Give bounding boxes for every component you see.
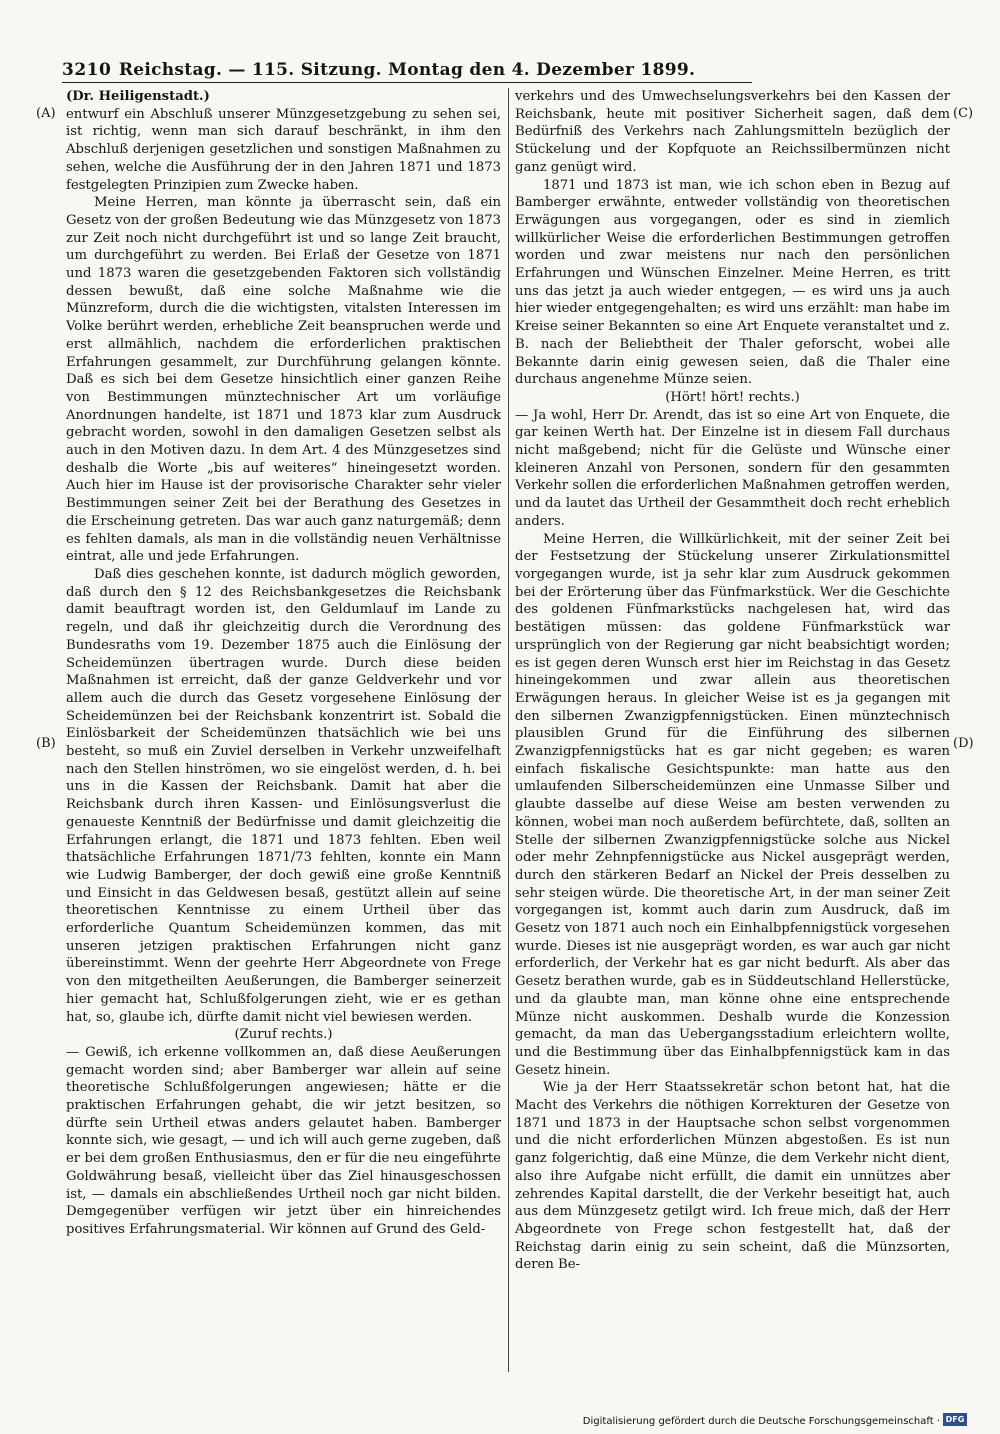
paragraph: Wie ja der Herr Staatssekretär schon betont hat, hat die Macht des Verkehrs die nöthigen Korrekturen der Gesetze von 1871 und 1873 in der Hauptsache schon selbst vorgenommen und die nicht erforderlichen Münzen abgestoßen. Es ist nun ganz folgerichtig, daß eine Münze, die dem Verkehr nicht dient, also ihre Aufgabe nicht erfüllt, die damit ein unnützes aber zehrendes Kapital darstellt, die der Verkehr beseitigt hat, auch aus dem Münzgesetz getilgt wird. Ich freue mich, daß der Herr Abgeordnete von Frege schon festgestellt hat, daß der Reichstag darin einig zu sein scheint, daß die Münzsorten, deren Be- bbox=[515, 1080, 950, 1273]
right-column bbox=[515, 88, 950, 1378]
margin-marker-d: (D) bbox=[953, 736, 974, 751]
paragraph: 1871 und 1873 ist man, wie ich schon eben in Bezug auf Bamberger erwähnte, entweder vollständig von theoretischen Erwägungen aus vorgegangen, oder es sind in ziemlich willkürlicher Weise die erforderlichen Bestimmungen getroffen worden und zwar meistens nur nach den persönlichen Erfahrungen und Wünschen Einzelner. Meine Herren, es tritt uns das jetzt ja auch wieder entgegen, — es wird uns ja auch hier wieder entgegengehalten; es wird uns erzählt: man habe im Kreise seiner Bekannten so eine Art Enquete veranstaltet und z. B. nach der Beliebtheit der Thaler geforscht, wobei alle Bekannte darin einig gewesen seien, daß die Thaler eine durchaus angenehme Münze seien. bbox=[515, 177, 950, 388]
interjection: (Hört! hört! rechts.) bbox=[665, 389, 800, 405]
paragraph: Meine Herren, man könnte ja überrascht sein, daß ein Gesetz von der großen Bedeutung wie das Münzgesetz von 1873 zur Zeit noch nicht durchgeführt ist und so lange Zeit braucht, um durchgeführt zu werden. Bei Erlaß der Gesetze von 1871 und 1873 waren die gesetzgebenden Faktoren sich vollständig dessen bewußt, daß eine solche Maßnahme wie die Münzreform, durch die die wichtigsten, vitalsten Interessen im Volke berührt werden, erhebliche Zeit beanspruchen werde und erst allmählich, nachdem die erforderlichen praktischen Erfahrungen gesammelt, zur Durchführung gelangen könnte. Daß es sich bei dem Gesetze hinsichtlich einer ganzen Reihe von Bestimmungen münztechnischer Art um vorläufige Anordnungen handelte, ist 1871 und 1873 klar zum Ausdruck gebracht worden, sowohl in den damaligen Gesetzen selbst als auch in den Motiven dazu. In dem Art. 4 des Münzgesetzes sind deshalb die Worte „bis auf weiteres“ hineingesetzt worden. Auch hier im Hause ist der provisorische Charakter sehr vieler Bestimmungen seiner Zeit bei der Berathung des Gesetzes in die Erscheinung getreten. Das war auch ganz naturgemäß; denn es fehlten damals, als man in die vollständig neuen Verhältnisse eintrat, alle und jede Erfahrungen. bbox=[66, 195, 501, 565]
margin-marker-c: (C) bbox=[953, 106, 974, 121]
page-header bbox=[62, 52, 752, 86]
margin-marker-a: (A) bbox=[36, 106, 56, 121]
paragraph: Daß dies geschehen konnte, ist dadurch möglich geworden, daß durch den § 12 des Reichsbankgesetzes die Reichsbank damit beauftragt worden ist, den Geldumlauf im Lande zu regeln, und daß ihr gleichzeitig durch die Verordnung des Bundesraths vom 19. Dezember 1875 auch die Einlösung der Scheidemünzen übertragen wurde. Durch diese beiden Maßnahmen ist erreicht, daß der ganze Geldverkehr und vor allem auch die durch das Gesetz vorgesehene Einlösung der Scheidemünzen bei der Reichsbank konzentrirt ist. Sobald die Einlösbarkeit der Scheidemünzen thatsächlich wie bei uns besteht, so muß ein Zuviel derselben in Verkehr unzweifelhaft nach den Stellen hinströmen, wo sie eingelöst werden, d. h. bei uns in die Kassen der Reichsbank. Damit hat aber die Reichsbank durch ihren Kassen- und Einlösungsverlust die genaueste Kenntniß der Bedürfnisse und damit gleichzeitig die Erfahrungen erlangt, die 1871 und 1873 fehlten. Eben weil thatsächliche Erfahrungen 1871/73 fehlten, konnte ein Mann wie Ludwig Bamberger, der doch gewiß eine große Kenntniß und Einsicht in das Geldwesen besaß, gestützt allein auf seine theoretischen Kenntnisse zu einem Urtheil über das erforderliche Quantum Scheidemünzen kommen, das mit unseren jetzigen praktischen Erfahrungen nicht ganz übereinstimmt. Wenn der geehrte Herr Abgeordnete von Frege von den mitgetheilten Aeußerungen, die Bamberger seinerzeit hier gemacht hat, Schlußfolgerungen zieht, wie er es gethan hat, so, glaube ich, dürfte damit nicht viel bewiesen werden. bbox=[66, 566, 501, 1025]
paragraph: — Gewiß, ich erkenne vollkommen an, daß diese Aeußerungen gemacht worden sind; aber Bamberger war allein auf seine theoretische Schlußfolgerungen angewiesen; hätte er die praktischen Erfahrungen gehabt, die wir jetzt besitzen, so dürfte sein Urtheil etwas anders gelautet haben. Bamberger konnte sich, wie gesagt, — und ich will auch gerne zugeben, daß er bei dem großen Enthusiasmus, den er für die neu eingeführte Goldwährung besaß, vielleicht über das Ziel hinausgeschossen ist, — damals ein abschließendes Urtheil noch gar nicht bilden. Demgegenüber verfügen wir jetzt über ein hinreichendes positives Erfahrungsmaterial. Wir können auf Grund des Geld- bbox=[66, 1044, 501, 1237]
dfg-logo: DFG bbox=[943, 1413, 967, 1426]
paragraph: verkehrs und des Umwechselungsverkehrs bei den Kassen der Reichsbank, heute mit positiver Sicherheit sagen, daß dem Bedürfniß des Verkehrs nach Zahlungsmitteln bezüglich der Stückelung und der Kopfquote an Reichssilbermünzen nicht ganz genügt wird. bbox=[515, 89, 950, 175]
margin-marker-b: (B) bbox=[36, 736, 56, 751]
digitization-credit: Digitalisierung gefördert durch die Deutsche Forschungsgemeinschaft · bbox=[582, 1416, 940, 1427]
paragraph: entwurf ein Abschluß unserer Münzgesetzgebung zu sehen sei, ist richtig, wenn man sich darauf beschränkt, in ihm den Abschluß derjenigen gesetzlichen und sonstigen Maßnahmen zu sehen, welche die Ausführung der in den Jahren 1871 und 1873 festgelegten Prinzipien zum Zwecke haben. bbox=[66, 106, 501, 193]
paragraph: — Ja wohl, Herr Dr. Arendt, das ist so eine Art von Enquete, die gar keinen Werth hat. Der Einzelne ist in diesem Fall durchaus nicht maßgebend; nicht für die Gelüste und Wünsche einer kleineren Anzahl von Personen, sondern für den gesammten Verkehr sollen die erforderlichen Maßnahmen getroffen werden, und da lautet das Urtheil der Gesammtheit doch recht erheblich anders. bbox=[515, 407, 950, 529]
left-column bbox=[66, 88, 501, 1378]
header-rule bbox=[62, 82, 752, 83]
running-title: Reichstag. — 115. Sitzung. Montag den 4. Dezember 1899. bbox=[118, 60, 696, 80]
column-divider bbox=[508, 88, 509, 1372]
interjection: (Zuruf rechts.) bbox=[234, 1027, 333, 1043]
page-number: 3210 bbox=[62, 60, 112, 80]
speaker-name: (Dr. Heiligenstadt.) bbox=[66, 89, 210, 104]
paragraph: Meine Herren, die Willkürlichkeit, mit der seiner Zeit bei der Festsetzung der Stückelung unserer Zirkulationsmittel vorgegangen wurde, ist ja sehr klar zum Ausdruck gekommen bei der Erörterung über das Fünfmarkstück. Wer die Geschichte des goldenen Fünfmarkstücks nachgelesen hat, wird das bestätigen müssen: das goldene Fünfmarkstück war ursprünglich von der Regierung gar nicht beabsichtigt worden; es ist gegen deren Wunsch erst hier im Reichstag in das Gesetz hineingekommen und zwar allein aus theoretischen Erwägungen heraus. In gleicher Weise ist es ja gegangen mit den silbernen Zwanzigpfennigstücken. Einen münztechnisch plausiblen Grund für die Einführung des silbernen Zwanzigpfennigstücks hat es gar nicht gegeben; es waren einfach fiskalische Gesichtspunkte: man hatte aus den umlaufenden Silberscheidemünzen eine Unmasse Silber und glaubte dasselbe auf diese Weise am besten verwenden zu können, wobei man noch außerdem befürchtete, daß, sollten an Stelle der silbernen Zwanzigpfennigstücke solche aus Nickel oder mehr Zehnpfennigstücke aus Nickel ausgeprägt werden, durch den stärkeren Bedarf an Nickel der Preis desselben zu sehr steigen würde. Die theoretische Art, in der man seiner Zeit vorgegangen ist, kommt auch darin zum Ausdruck, daß im Gesetz von 1871 auch noch ein Einhalbpfennigstück vorgesehen wurde. Dieses ist nie ausgeprägt worden, es war auch gar nicht erforderlich, der Verkehr hat es gar nicht bedurft. Als aber das Gesetz berathen wurde, gab es in Süddeutschland Hellerstücke, und da glaubte man, man könne ohne eine entsprechende Münze nicht auskommen. Deshalb wurde die Konzession gemacht, da man das Uebergangsstadium erleichtern wollte, und die Bestimmung über das Einhalbpfennigstück kam in das Gesetz hinein. bbox=[515, 531, 950, 1078]
